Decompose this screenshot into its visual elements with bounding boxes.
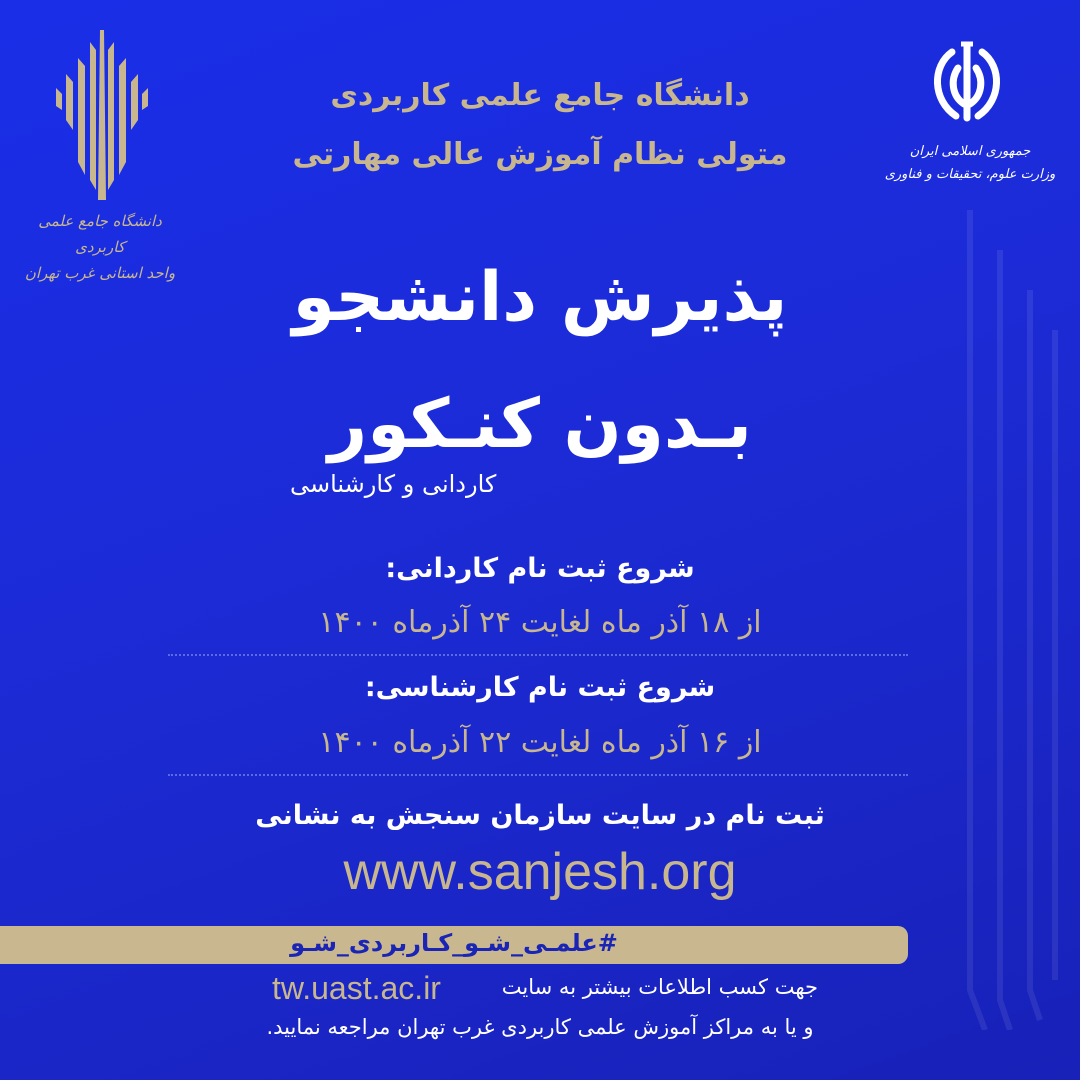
karshenasi-registration-label: شروع ثبت نام کارشناسی: — [364, 672, 716, 703]
sanjesh-url-link[interactable]: www.sanjesh.org — [343, 843, 737, 901]
degree-subtitle: کاردانی و کارشناسی — [290, 470, 497, 498]
kardani-registration-label: شروع ثبت نام کاردانی: — [385, 553, 695, 584]
karshenasi-registration-dates: از ۱۶ آذر ماه لغایت ۲۲ آذرماه ۱۴۰۰ — [318, 725, 762, 760]
info-text-line1: جهت کسب اطلاعات بیشتر به سایت — [501, 975, 818, 999]
registration-instruction: ثبت نام در سایت سازمان سنجش به نشانی — [255, 800, 825, 831]
main-title-line1: پذیرش دانشجو — [292, 258, 788, 337]
divider — [168, 654, 908, 656]
info-text-line2: و یا به مراکز آموزش علمی کاربردی غرب تهران مراجعه نمایید. — [266, 1015, 814, 1039]
left-logo-caption-line2: واحد استانی غرب تهران — [24, 264, 176, 282]
hashtag-text: #علمـی_شـو_کـاربردی_شـو — [290, 929, 618, 957]
right-logo-caption-line2: وزارت علوم، تحقیقات و فناوری — [884, 167, 1056, 182]
uast-url-link[interactable]: tw.uast.ac.ir — [272, 970, 441, 1006]
header-tagline: متولی نظام آموزش عالی مهارتی — [292, 137, 788, 172]
divider — [168, 774, 908, 776]
header-university-name: دانشگاه جامع علمی کاربردی — [330, 78, 750, 113]
kardani-registration-dates: از ۱۸ آذر ماه لغایت ۲۴ آذرماه ۱۴۰۰ — [318, 605, 762, 640]
left-logo-caption-line1: دانشگاه جامع علمی کاربردی — [38, 212, 162, 256]
university-emblem-icon — [52, 30, 152, 205]
right-logo-caption-line1: جمهوری اسلامی ایران — [909, 144, 1031, 159]
main-title-line2: بـدون کنـکور — [328, 385, 752, 464]
